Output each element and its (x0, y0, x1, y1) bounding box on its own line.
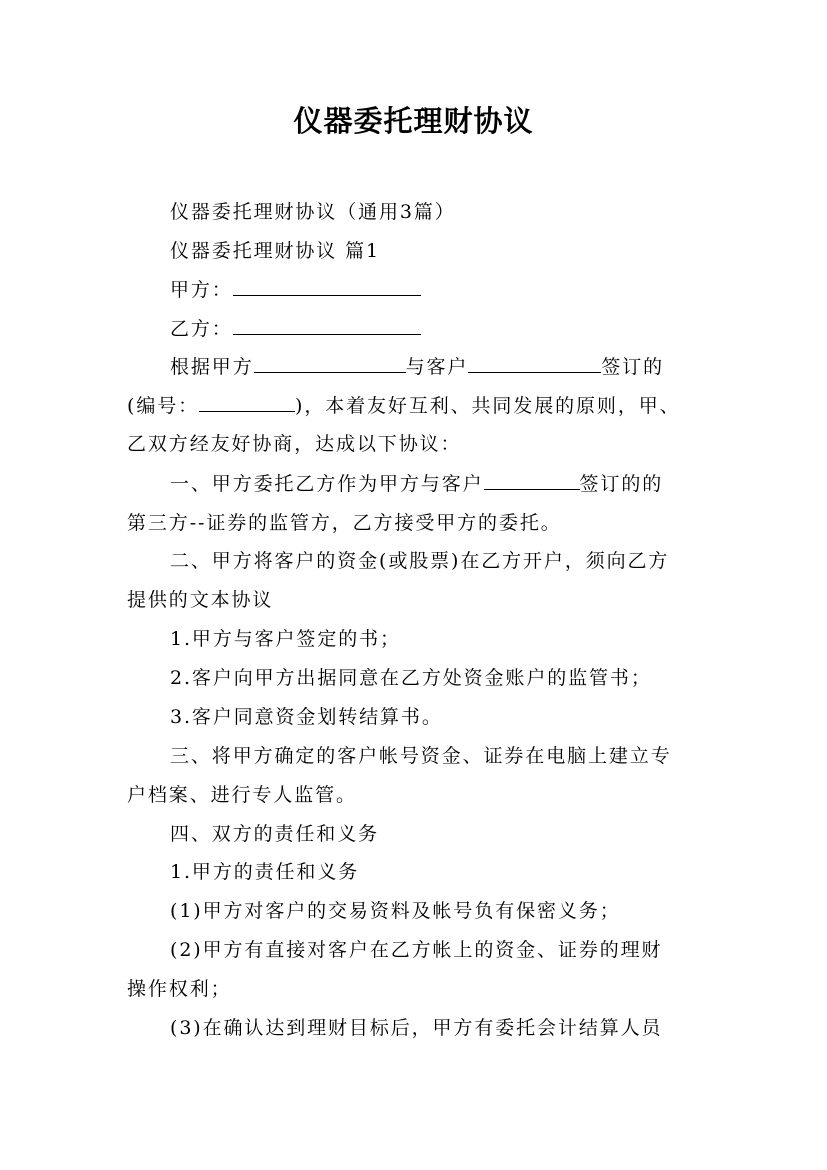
paragraph-line: 户档案、进行专人监管。 (127, 784, 357, 806)
blank-field (468, 354, 601, 373)
party-a-label: 甲方： (170, 279, 233, 301)
text-span: 签订的 (601, 356, 665, 378)
party-b-line (170, 316, 421, 342)
paragraph-line: 操作权利； (127, 978, 232, 1000)
paragraph-line (170, 471, 663, 497)
paragraph-line (170, 354, 664, 380)
list-item: (1)甲方对客户的交易资料及帐号负有保密义务； (170, 900, 621, 922)
text-span: (编号： (127, 395, 200, 417)
paragraph-line: 乙双方经友好协商，达成以下协议： (127, 433, 462, 455)
section-heading: 四、双方的责任和义务 (170, 823, 380, 845)
party-a-blank (233, 277, 421, 296)
text-span: 根据甲方 (170, 356, 254, 378)
paragraph-line: 第三方--证券的监管方，乙方接受甲方的委托。 (127, 512, 562, 534)
text-span: 一、甲方委托乙方作为甲方与客户 (170, 473, 484, 495)
blank-field (484, 471, 580, 490)
section-heading: 仪器委托理财协议 篇1 (170, 240, 381, 262)
paragraph-line (127, 393, 681, 419)
list-item: (2)甲方有直接对客户在乙方帐上的资金、证券的理财 (170, 939, 663, 961)
blank-field (254, 354, 406, 373)
list-item: (3)在确认达到理财目标后，甲方有委托会计结算人员 (170, 1017, 663, 1039)
page-title: 仪器委托理财协议 (293, 104, 534, 138)
text-span: 与客户 (405, 356, 469, 378)
paragraph-line: 提供的文本协议 (127, 589, 274, 611)
list-item: 1.甲方的责任和义务 (170, 861, 360, 883)
party-b-blank (233, 316, 421, 335)
list-item: 3.客户同意资金划转结算书。 (170, 706, 443, 728)
paragraph-line: 三、将甲方确定的客户帐号资金、证券在电脑上建立专 (170, 745, 672, 767)
paragraph-line: 二、甲方将客户的资金(或股票)在乙方开户，须向乙方 (170, 550, 670, 572)
text-span: 签订的的 (579, 473, 664, 495)
subtitle: 仪器委托理财协议（通用3篇） (170, 201, 456, 223)
list-item: 1.甲方与客户签定的书； (170, 628, 401, 650)
text-span: )，本着友好互利、共同发展的原则，甲、 (295, 395, 681, 417)
list-item: 2.客户向甲方出据同意在乙方处资金账户的监管书； (170, 667, 652, 689)
number-blank (199, 393, 295, 412)
party-b-label: 乙方： (170, 318, 233, 340)
party-a-line (170, 277, 421, 303)
